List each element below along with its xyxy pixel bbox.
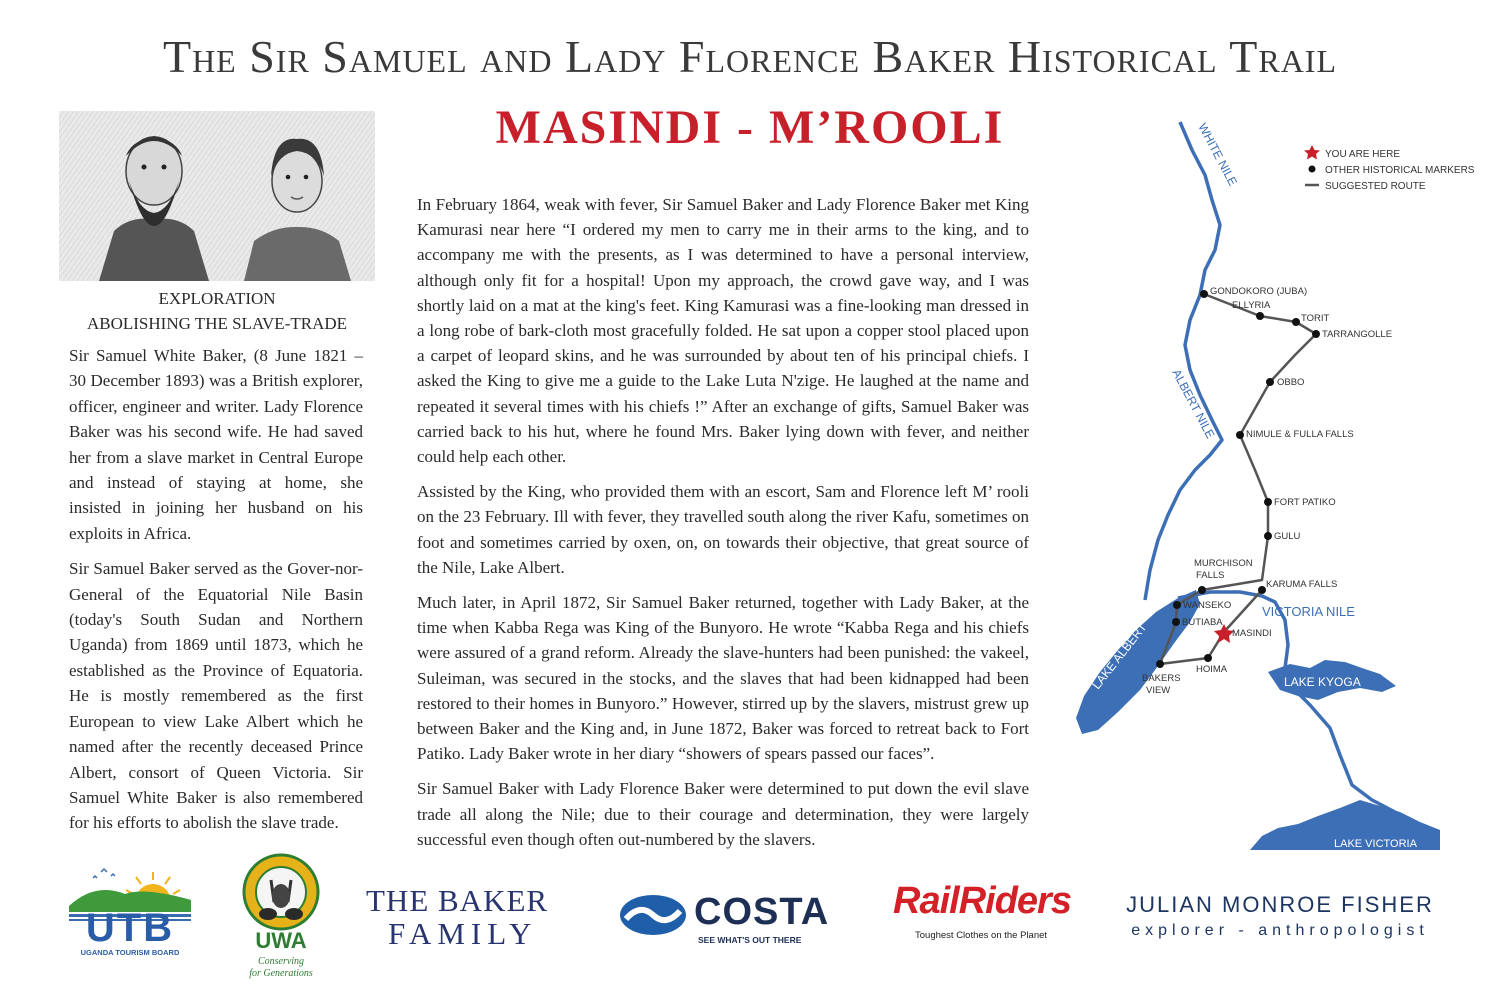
label-lake-victoria: LAKE VICTORIA	[1334, 838, 1417, 850]
railriders-text: RailRiders	[893, 880, 1071, 922]
marker-fort-patiko	[1264, 498, 1272, 506]
label-tarrangolle: TARRANGOLLE	[1322, 329, 1393, 340]
marker-tarrangolle	[1312, 330, 1320, 338]
uwa-tagline-1: Conserving	[257, 956, 305, 967]
railriders-tagline: Toughest Clothes on the Planet	[915, 930, 1048, 941]
left-heading-exploration: EXPLORATION	[158, 289, 276, 308]
jmf-name: JULIAN MONROE FISHER	[1126, 892, 1434, 917]
railriders-logo	[893, 880, 1073, 944]
label-victoria-nile: VICTORIA NILE	[1262, 604, 1355, 619]
biography-paragraph: Sir Samuel White Baker, (8 June 1821 – 30 December 1893) was a British explorer, officer, engineer and writer. Lady Florence Baker was his second wife. He had saved her from a slave market in Central Europe and instead of staying at home, she insisted in joining her husband on his exploits in Africa.	[69, 346, 363, 543]
marker-bakers-view	[1156, 660, 1164, 668]
costa-tagline: SEE WHAT'S OUT THERE	[698, 935, 802, 945]
utb-logo	[65, 862, 195, 958]
label-butiaba: BUTIABA	[1182, 617, 1223, 628]
label-wanseko: WANSEKO	[1183, 600, 1232, 611]
label-torit: TORIT	[1301, 313, 1330, 324]
label-obbo: OBBO	[1277, 377, 1305, 388]
label-fort-patiko: FORT PATIKO	[1274, 497, 1336, 508]
label-karuma: KARUMA FALLS	[1266, 579, 1338, 590]
marker-ellyria	[1256, 312, 1264, 320]
utb-text: UTB	[85, 906, 175, 950]
marker-gondokoro	[1200, 290, 1208, 298]
label-murchison: MURCHISON	[1194, 558, 1253, 569]
uwa-logo	[238, 852, 324, 982]
legend-route: SUGGESTED ROUTE	[1325, 181, 1426, 192]
left-heading-slave-trade: ABOLISHING THE SLAVE-TRADE	[86, 314, 348, 333]
label-murchison-falls: FALLS	[1196, 570, 1225, 581]
biography-paragraph: Sir Samuel Baker served as the Gover-nor-General of the Equatorial Nile Basin (today's South Sudan and Northern Uganda) from 1869 until 1873, which he established as the Province of Equatoria. He is mostly remembered as the first European to view Lake Albert which he named after the recently deceased Prince Albert, consort of Queen Victoria. Sir Samuel White Baker is also remembered for his efforts to abolish the slave trade.	[69, 559, 363, 833]
label-white-nile: WHITE NILE	[1195, 120, 1240, 189]
baker-family-line2: FAMILY	[388, 916, 538, 951]
legend-you-are-here: YOU ARE HERE	[1325, 149, 1401, 160]
marker-butiaba	[1172, 618, 1180, 626]
jmf-title: explorer - anthropologist	[1131, 922, 1429, 939]
legend-star-icon	[1304, 145, 1320, 160]
uwa-text: UWA	[255, 928, 307, 953]
story-paragraph: Sir Samuel Baker with Lady Florence Baker were determined to put down the evil slave trade all along the Nile; due to their courage and determination, they were largely successful even though often out-numbered by the slavers.	[417, 779, 1029, 849]
biography-text	[69, 343, 363, 846]
label-ellyria: ELLYRIA	[1232, 300, 1271, 311]
marker-murchison	[1198, 586, 1206, 594]
marker-hoima	[1204, 654, 1212, 662]
map-legend	[1304, 145, 1475, 192]
label-lake-albert: LAKE ALBERT	[1089, 620, 1150, 692]
marker-obbo	[1266, 378, 1274, 386]
label-nimule: NIMULE & FULLA FALLS	[1246, 429, 1354, 440]
utb-subtitle: UGANDA TOURISM BOARD	[80, 948, 180, 957]
white-nile-river	[1145, 122, 1222, 600]
marker-karuma	[1258, 586, 1266, 594]
marker-torit	[1292, 318, 1300, 326]
story-text	[417, 192, 1029, 862]
trail-map	[1070, 112, 1480, 856]
story-paragraph: Much later, in April 1872, Sir Samuel Baker returned, together with Lady Baker, at the time when Kabba Rega was King of the Bunyoro. He wrote “Kabba Rega and his chiefs were assured of a grand reform. Already the slave-hunters had been punished: the vakeel, Suleiman, was secured in the stocks, and the slaves that had been kidnapped had been restored to their homes in Bunyoro.” However, stirred up by the slavers, mistrust grew up between Baker and the King and, in June 1872, Baker was forced to retreat back to Fort Patiko. Lady Baker wrote in her diary “showers of spears passed our faces”.	[417, 593, 1029, 764]
baker-family-logo	[366, 885, 572, 955]
left-heading	[59, 286, 375, 336]
legend-marker-icon	[1309, 166, 1316, 173]
julian-monroe-fisher-logo	[1110, 892, 1450, 948]
label-bakers: BAKERS	[1142, 673, 1181, 684]
story-paragraph: Assisted by the King, who provided them with an escort, Sam and Florence left M’ rooli on the 23 February. Ill with fever, they travelled south along the river Kafu, sometimes on foot and sometimes carried by oxen, on, on towards their objective, that great source of the Nile, Lake Albert.	[417, 482, 1029, 577]
marker-gulu	[1264, 532, 1272, 540]
story-paragraph: In February 1864, weak with fever, Sir Samuel Baker and Lady Florence Baker met King Kamurasi near here “I ordered my men to carry me in their arms to the king, and to accompany me with the presents, as I was determined to have a personal interview, although only fit for a hospital! Upon my approach, the crowd gave way, and I was shortly laid on a mat at the king's feet. King Kamurasi was a fine-looking man dressed in a long robe of bark-cloth most gracefully folded. He sat upon a copper stool placed upon a carpet of leopard skins, and he was surrounded by about ten of his principal chiefs. I asked the King to give me a guide to the Lake Luta N'zige. He laughed at the name and repeated it several times with his chiefs !” After an exchange of gifts, Samuel Baker was carried back to his hut, where he found Mrs. Baker lying down with fever, and neither could help each other.	[417, 195, 1029, 467]
legend-markers: OTHER HISTORICAL MARKERS	[1325, 165, 1475, 176]
label-hoima: HOIMA	[1196, 664, 1228, 675]
page-subtitle: MASINDI - M’ROOLI	[495, 101, 1005, 154]
label-albert-nile: ALBERT NILE	[1169, 366, 1218, 441]
baker-family-line1: THE BAKER	[366, 883, 549, 918]
portrait-engraving	[59, 111, 375, 281]
marker-wanseko	[1173, 601, 1181, 609]
main-title: The Sir Samuel and Lady Florence Baker Historical Trail	[162, 31, 1338, 82]
label-gulu: GULU	[1274, 531, 1301, 542]
uwa-tagline-2: for Generations	[249, 968, 313, 979]
label-lake-kyoga: LAKE KYOGA	[1284, 675, 1361, 689]
costa-text: COSTA	[694, 891, 830, 933]
marker-nimule	[1236, 431, 1244, 439]
label-masindi: MASINDI	[1232, 628, 1272, 639]
label-gondokoro: GONDOKORO (JUBA)	[1210, 286, 1308, 297]
costa-logo	[618, 893, 838, 953]
label-bakers-view: VIEW	[1146, 685, 1171, 696]
